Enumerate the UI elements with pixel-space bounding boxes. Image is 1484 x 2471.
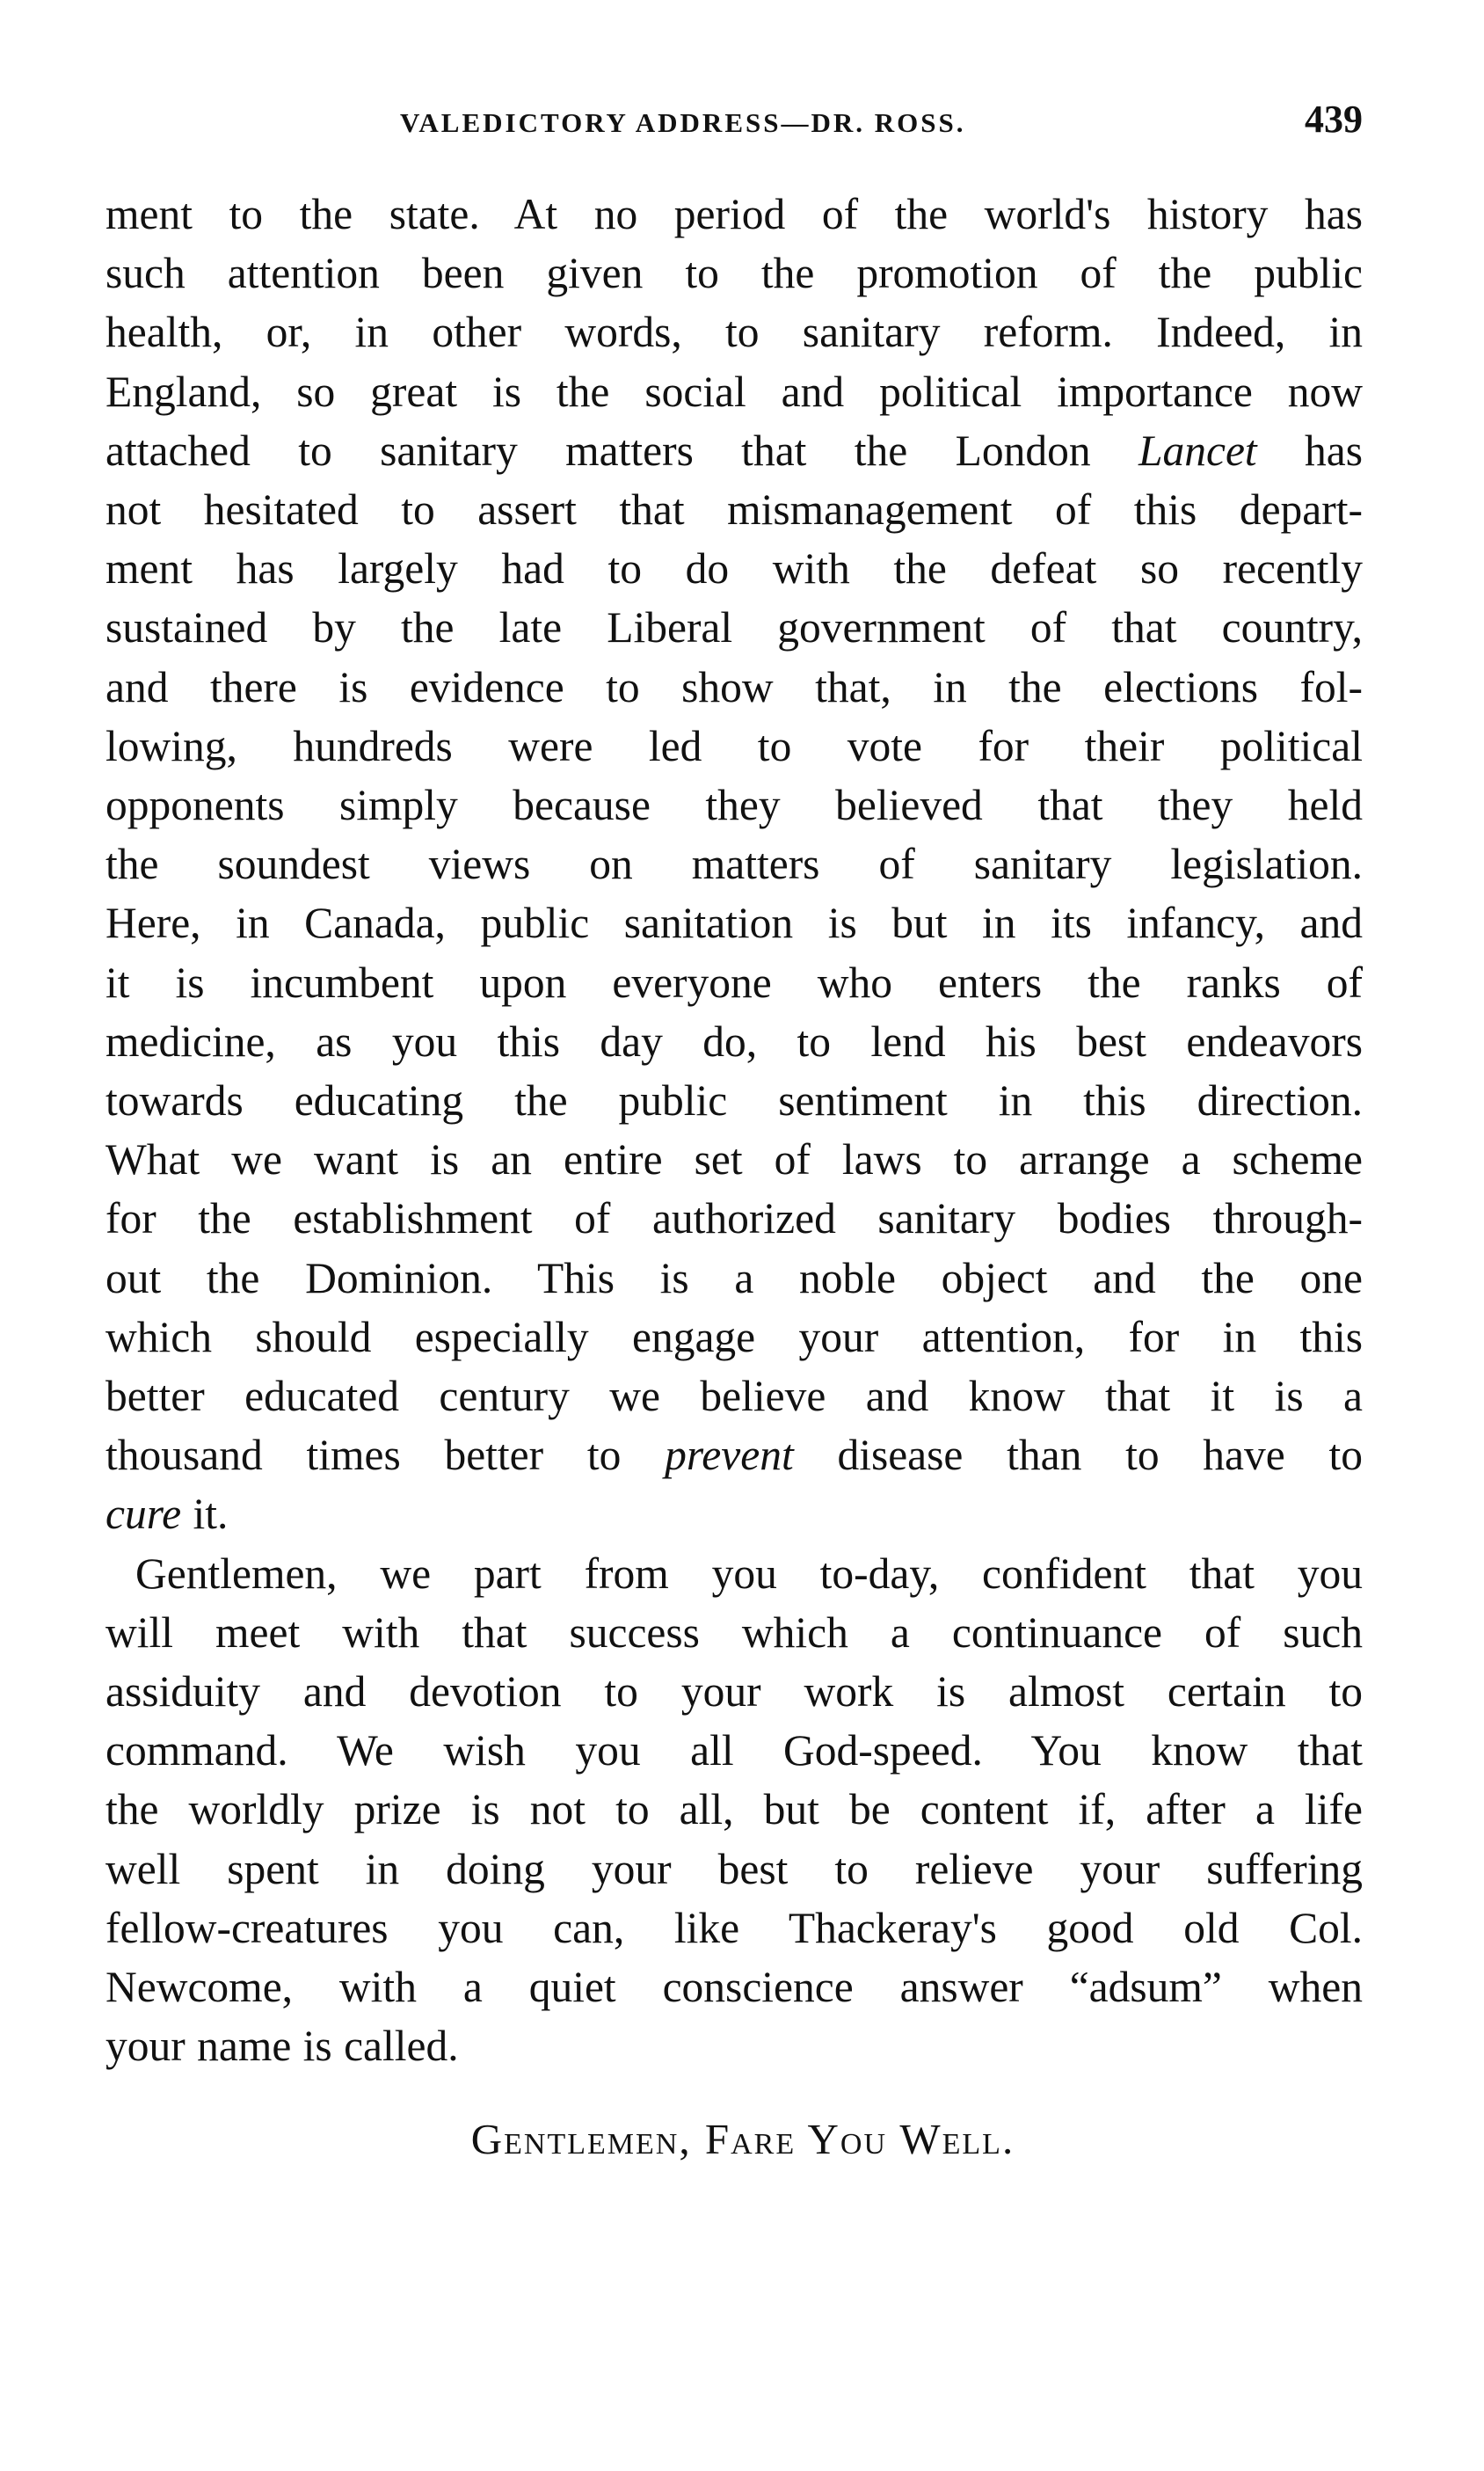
- text-segment: thousand times better to: [105, 1431, 622, 1480]
- text-line: Here, in Canada, public sanitation is but in its infancy, and: [105, 899, 1363, 948]
- text-line: assiduity and devotion to your work is almost certain to: [105, 1667, 1363, 1717]
- text-line: will meet with that success which a continuance of such: [105, 1607, 1363, 1657]
- text-line: better educated century we believe and know that it is a: [105, 1372, 1363, 1421]
- text-line: it is incumbent upon everyone who enters the ranks of: [105, 958, 1363, 1007]
- text-line: lowing, hundreds were led to vote for their political: [105, 721, 1363, 770]
- text-line: ment to the state. At no period of the world's history has: [105, 190, 1363, 238]
- text-line: command. We wish you all God-speed. You know that: [105, 1726, 1363, 1775]
- text-line: your name is called.: [105, 2022, 459, 2071]
- text-line: health, or, in other words, to sanitary reform. Indeed, in: [105, 308, 1363, 357]
- text-line: towards educating the public sentiment in this direction.: [105, 1076, 1363, 1126]
- running-title: VALEDICTORY ADDRESS—DR. ROSS.: [400, 107, 966, 138]
- text-line: medicine, as you this day do, to lend his best endeavors: [105, 1017, 1363, 1066]
- text-line: What we want is an entire set of laws to arrange a scheme: [105, 1135, 1363, 1184]
- italic-word: prevent: [665, 1431, 794, 1480]
- text-line: sustained by the late Liberal government of that country,: [105, 603, 1363, 652]
- italic-word: Lancet: [1138, 426, 1257, 475]
- page-number: 439: [1305, 98, 1363, 141]
- text-line: not hesitated to assert that mismanagement of this depart-: [105, 485, 1363, 535]
- text-line: well spent in doing your best to relieve your suffering: [105, 1844, 1363, 1893]
- text-line: which should especially engage your attention, for in this: [105, 1312, 1363, 1361]
- text-line: Newcome, with a quiet conscience answer “adsum” when: [105, 1963, 1363, 2012]
- italic-word: cure: [105, 1490, 182, 1539]
- running-head: [110, 97, 1363, 149]
- text-line: the worldly prize is not to all, but be content if, after a life: [105, 1785, 1363, 1834]
- text-line: ment has largely had to do with the defeat so recently: [105, 544, 1363, 594]
- closing-line: Gentlemen, Fare You Well.: [470, 2114, 1015, 2163]
- text-line-with-italic: [105, 1425, 1363, 1484]
- text-segment: disease than to have to: [793, 1431, 1363, 1480]
- book-page: [105, 97, 1363, 2169]
- text-line: out the Dominion. This is a noble object and the one: [105, 1253, 1363, 1302]
- text-segment: attached to sanitary matters that the London: [105, 426, 1091, 475]
- text-line: for the establishment of authorized sanitary bodies through-: [105, 1194, 1363, 1243]
- text-line-with-italic: [105, 1484, 1363, 1543]
- text-segment: has: [1256, 426, 1364, 475]
- text-line: such attention been given to the promotion of the public: [105, 249, 1363, 298]
- text-segment: it.: [181, 1490, 229, 1539]
- paragraph-2: [105, 1544, 1363, 2076]
- text-line: England, so great is the social and political importance now: [105, 367, 1363, 416]
- text-line: fellow-creatures you can, like Thackeray's good old Col.: [105, 1903, 1363, 1952]
- text-line: the soundest views on matters of sanitary legislation.: [105, 840, 1363, 889]
- paragraph-1: [105, 185, 1363, 1544]
- text-line: Gentlemen, we part from you to-day, confident that you: [135, 1549, 1363, 1598]
- text-line-with-italic: [105, 421, 1363, 480]
- text-line: opponents simply because they believed that they held: [105, 781, 1363, 830]
- text-line: and there is evidence to show that, in the elections fol-: [105, 662, 1363, 711]
- body-text: [105, 185, 1363, 2169]
